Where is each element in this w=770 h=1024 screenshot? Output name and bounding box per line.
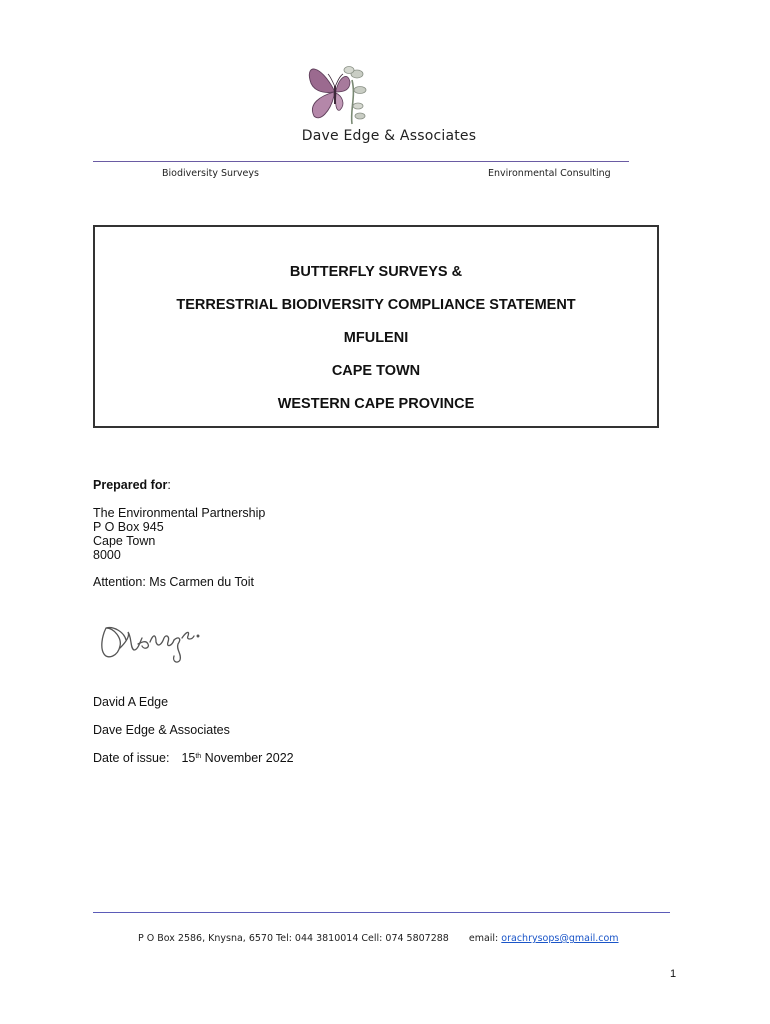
letterhead-divider (93, 161, 629, 162)
author-name: David A Edge (93, 695, 169, 709)
date-of-issue: Date of issue: 15th November 2022 (93, 751, 294, 765)
prepared-for-label: Prepared for: (93, 478, 171, 492)
footer-contact: P O Box 2586, Knysna, 6570 Tel: 044 3810014 Cell: 074 5807288 email: orachrysops@gmail.com (138, 933, 619, 944)
butterfly-icon (300, 60, 370, 126)
author-company: Dave Edge & Associates (93, 723, 230, 737)
address-line: Cape Town (93, 534, 156, 548)
signature-image (98, 618, 204, 666)
title-box (93, 225, 659, 428)
title-line-2: TERRESTRIAL BIODIVERSITY COMPLIANCE STATEMENT (176, 297, 576, 313)
footer-divider (93, 912, 670, 913)
email-link[interactable]: orachrysops@gmail.com (501, 933, 619, 944)
company-name: Dave Edge & Associates (301, 128, 477, 144)
title-line-1: BUTTERFLY SURVEYS & (289, 264, 463, 280)
title-line-4: CAPE TOWN (331, 363, 421, 379)
client-address (93, 506, 265, 562)
tagline-consulting: Environmental Consulting (488, 168, 611, 179)
attention-line: Attention: Ms Carmen du Toit (93, 575, 254, 589)
address-line: The Environmental Partnership (93, 506, 266, 520)
address-line: 8000 (93, 548, 121, 562)
title-line-5: WESTERN CAPE PROVINCE (277, 396, 475, 412)
page-number: 1 (670, 968, 677, 980)
title-line-3: MFULENI (343, 330, 409, 346)
tagline-biodiversity: Biodiversity Surveys (162, 168, 259, 179)
address-line: P O Box 945 (93, 520, 164, 534)
